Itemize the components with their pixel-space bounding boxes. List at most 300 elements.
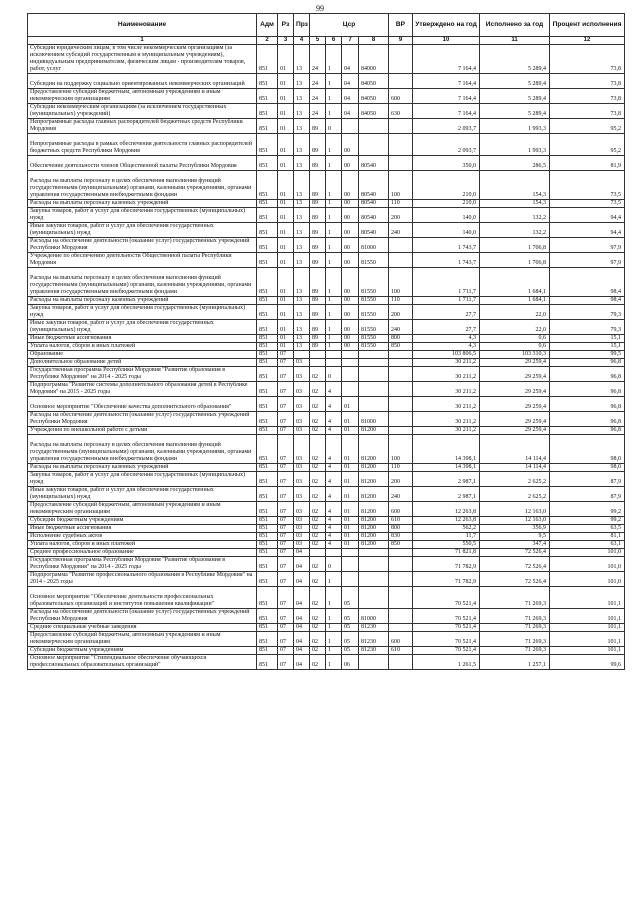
table-row — [28, 397, 625, 412]
row-adm: 851 — [257, 397, 278, 412]
row-rz: 01 — [278, 253, 294, 268]
row-adm: 851 — [257, 525, 278, 533]
table-row — [28, 305, 625, 320]
row-percent: 15,1 — [550, 335, 625, 343]
row-vr: 200 — [389, 208, 413, 223]
row-approved: 550,5 — [413, 541, 480, 549]
row-csr-subprogram: 4 — [326, 382, 342, 397]
row-approved: 71 782,9 — [413, 557, 480, 572]
row-csr-program: 02 — [310, 464, 326, 472]
row-vr — [389, 351, 413, 359]
row-adm: 851 — [257, 502, 278, 517]
row-approved: 14 398,1 — [413, 435, 480, 464]
row-approved: 71 821,8 — [413, 549, 480, 557]
row-name: Закупка товаров, работ и услуг для обеспечения государственных (муниципальных) нужд — [28, 472, 257, 487]
table-row — [28, 171, 625, 200]
row-percent: 79,3 — [550, 305, 625, 320]
table-row — [28, 464, 625, 472]
row-prz: 13 — [294, 89, 310, 104]
row-csr-program: 24 — [310, 104, 326, 119]
row-csr-program: 89 — [310, 335, 326, 343]
row-csr-subprogram: 4 — [326, 397, 342, 412]
row-vr: 600 — [389, 632, 413, 647]
row-csr-program: 02 — [310, 609, 326, 624]
row-approved: 30 211,2 — [413, 427, 480, 435]
row-csr-direction: 81200 — [359, 464, 389, 472]
row-percent: 96,8 — [550, 367, 625, 382]
row-csr-event: 00 — [342, 253, 359, 268]
row-vr: 850 — [389, 541, 413, 549]
row-name: Средние специальные учебные заведения — [28, 624, 257, 632]
table-row — [28, 253, 625, 268]
row-csr-subprogram: 0 — [326, 119, 342, 134]
column-number: 11 — [480, 37, 550, 45]
row-adm: 851 — [257, 171, 278, 200]
row-executed: 1 706,8 — [480, 253, 550, 268]
row-vr — [389, 655, 413, 670]
row-csr-program — [310, 351, 326, 359]
row-rz: 07 — [278, 624, 294, 632]
row-rz: 07 — [278, 397, 294, 412]
row-csr-event: 01 — [342, 541, 359, 549]
row-prz: 03 — [294, 359, 310, 367]
row-percent: 97,9 — [550, 238, 625, 253]
row-name: Закупка товаров, работ и услуг для обеспечения государственных (муниципальных) нужд — [28, 305, 257, 320]
row-name: Непрограммные расходы главных распорядителей бюджетных средств Республики Мордовия — [28, 119, 257, 134]
row-csr-subprogram: 1 — [326, 268, 342, 297]
row-prz: 03 — [294, 435, 310, 464]
row-csr-direction: 80540 — [359, 200, 389, 208]
row-vr — [389, 572, 413, 587]
row-vr — [389, 412, 413, 427]
row-csr-program: 02 — [310, 632, 326, 647]
row-prz: 13 — [294, 305, 310, 320]
row-adm: 851 — [257, 609, 278, 624]
row-prz: 13 — [294, 223, 310, 238]
row-percent: 63,1 — [550, 541, 625, 549]
row-name: Иные бюджетные ассигнования — [28, 335, 257, 343]
row-approved: 350,0 — [413, 156, 480, 171]
table-row — [28, 119, 625, 134]
row-csr-program: 89 — [310, 134, 326, 156]
row-csr-subprogram: 4 — [326, 464, 342, 472]
row-csr-subprogram: 1 — [326, 89, 342, 104]
row-prz: 13 — [294, 45, 310, 74]
row-percent: 96,8 — [550, 427, 625, 435]
row-csr-event — [342, 382, 359, 397]
header-percent: Процент исполнения — [550, 14, 625, 37]
row-approved: 2 093,7 — [413, 119, 480, 134]
table-row — [28, 647, 625, 655]
row-csr-subprogram: 1 — [326, 587, 342, 609]
row-adm: 851 — [257, 549, 278, 557]
row-csr-program: 02 — [310, 587, 326, 609]
row-executed: 72 526,4 — [480, 549, 550, 557]
row-executed: 71 269,3 — [480, 609, 550, 624]
row-prz: 13 — [294, 208, 310, 223]
row-percent: 94,4 — [550, 208, 625, 223]
row-csr-event — [342, 549, 359, 557]
row-csr-program: 89 — [310, 253, 326, 268]
header-name: Наименование — [28, 14, 257, 37]
row-name: Расходы на обеспечение деятельности (оказание услуг) государственных учреждений Республики Мордовия — [28, 609, 257, 624]
row-csr-direction: 84050 — [359, 74, 389, 89]
row-prz: 13 — [294, 74, 310, 89]
row-adm: 851 — [257, 427, 278, 435]
row-name: Основное мероприятие "Стипендиальное обеспечение обучающихся профессиональных образовательных организаций" — [28, 655, 257, 670]
row-rz: 01 — [278, 119, 294, 134]
row-percent: 15,1 — [550, 343, 625, 351]
row-csr-direction: 81200 — [359, 525, 389, 533]
row-csr-event: 01 — [342, 487, 359, 502]
row-csr-event: 01 — [342, 533, 359, 541]
row-percent: 101,1 — [550, 609, 625, 624]
row-name: Среднее профессиональное образование — [28, 549, 257, 557]
row-csr-program: 02 — [310, 541, 326, 549]
row-adm: 851 — [257, 45, 278, 74]
row-percent: 81,9 — [550, 156, 625, 171]
row-csr-event: 00 — [342, 343, 359, 351]
table-row — [28, 359, 625, 367]
row-approved: 210,0 — [413, 200, 480, 208]
row-name: Иные закупки товаров, работ и услуг для обеспечения государственных (муниципальных) нужд — [28, 320, 257, 335]
row-csr-program: 89 — [310, 171, 326, 200]
row-csr-subprogram: 1 — [326, 305, 342, 320]
row-csr-program: 89 — [310, 343, 326, 351]
row-rz: 07 — [278, 412, 294, 427]
row-csr-subprogram: 1 — [326, 171, 342, 200]
row-approved: 2 987,1 — [413, 487, 480, 502]
row-percent: 63,5 — [550, 525, 625, 533]
row-adm: 851 — [257, 253, 278, 268]
row-csr-event: 00 — [342, 268, 359, 297]
row-csr-program: 02 — [310, 557, 326, 572]
row-prz: 04 — [294, 632, 310, 647]
row-csr-direction — [359, 134, 389, 156]
row-percent: 98,0 — [550, 435, 625, 464]
row-csr-event: 01 — [342, 472, 359, 487]
row-executed: 286,5 — [480, 156, 550, 171]
row-csr-program: 02 — [310, 412, 326, 427]
row-vr: 600 — [389, 502, 413, 517]
row-approved: 1 261,5 — [413, 655, 480, 670]
row-percent: 98,4 — [550, 297, 625, 305]
row-prz: 04 — [294, 557, 310, 572]
row-approved: 12 263,8 — [413, 517, 480, 525]
row-rz: 01 — [278, 343, 294, 351]
row-csr-program: 02 — [310, 572, 326, 587]
row-name: Предоставление субсидий бюджетным, автономным учреждениям и иным некоммерческим организациям — [28, 89, 257, 104]
row-csr-program: 89 — [310, 200, 326, 208]
row-rz: 07 — [278, 587, 294, 609]
row-executed: 2 625,2 — [480, 472, 550, 487]
row-percent: 101,0 — [550, 557, 625, 572]
row-executed: 72 526,4 — [480, 572, 550, 587]
row-name: Уплата налогов, сборов и иных платежей — [28, 541, 257, 549]
row-csr-direction — [359, 557, 389, 572]
row-adm: 851 — [257, 435, 278, 464]
row-vr: 110 — [389, 200, 413, 208]
row-adm: 851 — [257, 655, 278, 670]
row-prz: 03 — [294, 397, 310, 412]
row-csr-direction — [359, 397, 389, 412]
row-csr-direction — [359, 351, 389, 359]
header-rz: Рз — [278, 14, 294, 37]
table-row — [28, 297, 625, 305]
row-adm: 851 — [257, 359, 278, 367]
row-percent: 95,2 — [550, 119, 625, 134]
row-csr-direction — [359, 587, 389, 609]
table-row — [28, 517, 625, 525]
table-row — [28, 412, 625, 427]
row-percent: 73,8 — [550, 45, 625, 74]
table-row — [28, 320, 625, 335]
row-executed: 14 114,4 — [480, 464, 550, 472]
row-vr — [389, 45, 413, 74]
row-approved: 210,0 — [413, 171, 480, 200]
row-vr: 240 — [389, 223, 413, 238]
row-rz: 07 — [278, 502, 294, 517]
row-percent: 96,8 — [550, 412, 625, 427]
row-csr-subprogram: 4 — [326, 541, 342, 549]
column-number: 12 — [550, 37, 625, 45]
row-percent: 73,8 — [550, 89, 625, 104]
column-number: 3 — [278, 37, 294, 45]
row-csr-program: 24 — [310, 89, 326, 104]
row-rz: 07 — [278, 351, 294, 359]
table-row — [28, 533, 625, 541]
row-csr-subprogram: 1 — [326, 208, 342, 223]
row-vr — [389, 253, 413, 268]
row-name: Иные закупки товаров, работ и услуг для обеспечения государственных (муниципальных) нужд — [28, 223, 257, 238]
row-csr-direction: 80540 — [359, 223, 389, 238]
row-csr-direction: 81550 — [359, 343, 389, 351]
row-approved: 2 093,7 — [413, 134, 480, 156]
row-csr-subprogram: 1 — [326, 297, 342, 305]
row-vr — [389, 359, 413, 367]
row-csr-event: 05 — [342, 587, 359, 609]
row-rz: 01 — [278, 305, 294, 320]
row-executed: 71 269,3 — [480, 624, 550, 632]
column-number: 8 — [359, 37, 389, 45]
table-row — [28, 572, 625, 587]
row-csr-program: 02 — [310, 435, 326, 464]
row-csr-program: 02 — [310, 502, 326, 517]
row-approved: 7 164,4 — [413, 104, 480, 119]
row-percent: 79,3 — [550, 320, 625, 335]
row-executed: 29 259,4 — [480, 359, 550, 367]
row-prz: 03 — [294, 533, 310, 541]
row-csr-event: 00 — [342, 156, 359, 171]
row-csr-direction: 80540 — [359, 208, 389, 223]
row-percent: 73,5 — [550, 200, 625, 208]
row-rz: 01 — [278, 156, 294, 171]
row-adm: 851 — [257, 587, 278, 609]
row-executed: 9,5 — [480, 533, 550, 541]
row-csr-event: 05 — [342, 609, 359, 624]
row-csr-event: 01 — [342, 502, 359, 517]
table-header-row — [28, 14, 625, 37]
row-name: Расходы на выплаты персоналу в целях обеспечения выполнения функций государственными (муниципальными) органами, казенными учреждениями, органами управления государственными внебюджетными фондами — [28, 171, 257, 200]
row-csr-subprogram: 1 — [326, 134, 342, 156]
row-csr-direction: 81000 — [359, 412, 389, 427]
row-vr — [389, 397, 413, 412]
row-vr: 240 — [389, 320, 413, 335]
row-csr-event: 04 — [342, 74, 359, 89]
row-csr-program: 02 — [310, 647, 326, 655]
row-adm: 851 — [257, 464, 278, 472]
row-csr-direction: 81200 — [359, 487, 389, 502]
row-vr — [389, 156, 413, 171]
row-prz: 13 — [294, 253, 310, 268]
row-name: Подпрограмма "Развитие профессионального образования в Республике Мордовия" на 2014 - 2025 годы — [28, 572, 257, 587]
row-adm: 851 — [257, 305, 278, 320]
row-name: Иные закупки товаров, работ и услуг для обеспечения государственных (муниципальных) нужд — [28, 487, 257, 502]
row-vr — [389, 238, 413, 253]
row-csr-subprogram: 1 — [326, 572, 342, 587]
row-csr-event — [342, 359, 359, 367]
row-name: Образование — [28, 351, 257, 359]
row-rz: 01 — [278, 268, 294, 297]
row-adm: 851 — [257, 320, 278, 335]
row-executed: 1 257,1 — [480, 655, 550, 670]
row-csr-event: 06 — [342, 655, 359, 670]
column-number: 9 — [389, 37, 413, 45]
row-csr-program: 02 — [310, 525, 326, 533]
row-name: Расходы на выплаты персоналу казенных учреждений — [28, 297, 257, 305]
header-vr: ВР — [389, 14, 413, 37]
table-row — [28, 487, 625, 502]
table-row — [28, 223, 625, 238]
row-name: Иные бюджетные ассигнования — [28, 525, 257, 533]
table-row — [28, 208, 625, 223]
row-csr-subprogram: 4 — [326, 533, 342, 541]
row-executed: 12 163,0 — [480, 517, 550, 525]
row-csr-event: 04 — [342, 45, 359, 74]
table-row — [28, 435, 625, 464]
row-executed: 29 259,4 — [480, 412, 550, 427]
row-approved: 4,3 — [413, 343, 480, 351]
row-adm: 851 — [257, 487, 278, 502]
row-prz: 03 — [294, 541, 310, 549]
row-rz: 01 — [278, 320, 294, 335]
row-csr-direction: 81200 — [359, 541, 389, 549]
row-executed: 0,6 — [480, 343, 550, 351]
row-executed: 356,9 — [480, 525, 550, 533]
column-number: 7 — [342, 37, 359, 45]
column-number: 1 — [28, 37, 257, 45]
budget-table — [27, 13, 625, 670]
row-vr: 830 — [389, 533, 413, 541]
row-rz: 07 — [278, 517, 294, 525]
row-prz: 04 — [294, 572, 310, 587]
row-adm: 851 — [257, 624, 278, 632]
row-percent: 99,6 — [550, 655, 625, 670]
row-csr-direction: 81200 — [359, 517, 389, 525]
row-adm: 851 — [257, 351, 278, 359]
row-prz: 03 — [294, 487, 310, 502]
row-rz: 01 — [278, 45, 294, 74]
row-adm: 851 — [257, 533, 278, 541]
row-prz: 04 — [294, 647, 310, 655]
row-prz: 13 — [294, 134, 310, 156]
row-adm: 851 — [257, 200, 278, 208]
row-approved: 7 164,4 — [413, 89, 480, 104]
table-row — [28, 343, 625, 351]
row-csr-subprogram: 0 — [326, 557, 342, 572]
row-csr-program: 02 — [310, 472, 326, 487]
row-prz: 03 — [294, 472, 310, 487]
row-name: Субсидии на поддержку социально ориентированных некоммерческих организаций — [28, 74, 257, 89]
row-approved: 30 211,2 — [413, 397, 480, 412]
row-approved: 1 743,7 — [413, 238, 480, 253]
row-approved: 30 211,2 — [413, 412, 480, 427]
row-adm: 851 — [257, 223, 278, 238]
table-row — [28, 382, 625, 397]
row-percent: 96,8 — [550, 359, 625, 367]
row-executed: 132,2 — [480, 208, 550, 223]
row-csr-direction: 84050 — [359, 89, 389, 104]
row-prz: 04 — [294, 549, 310, 557]
row-adm: 851 — [257, 104, 278, 119]
row-csr-program: 89 — [310, 297, 326, 305]
row-percent: 96,8 — [550, 382, 625, 397]
row-prz: 03 — [294, 502, 310, 517]
row-rz: 07 — [278, 525, 294, 533]
row-csr-direction: 81230 — [359, 647, 389, 655]
row-approved: 4,3 — [413, 335, 480, 343]
row-executed: 1 706,8 — [480, 238, 550, 253]
row-rz: 01 — [278, 223, 294, 238]
row-vr: 200 — [389, 472, 413, 487]
row-adm: 851 — [257, 343, 278, 351]
row-adm: 851 — [257, 74, 278, 89]
row-executed: 1 993,3 — [480, 119, 550, 134]
row-name: Подпрограмма "Развитие системы дополнительного образования детей в Республике Мордовия" на 2015 - 2025 годы — [28, 382, 257, 397]
row-vr — [389, 367, 413, 382]
row-rz: 01 — [278, 335, 294, 343]
row-vr — [389, 587, 413, 609]
row-csr-direction: 81550 — [359, 253, 389, 268]
row-executed: 72 526,4 — [480, 557, 550, 572]
row-csr-direction: 81200 — [359, 533, 389, 541]
table-row — [28, 351, 625, 359]
row-csr-subprogram: 4 — [326, 502, 342, 517]
row-percent: 101,1 — [550, 647, 625, 655]
row-csr-subprogram: 1 — [326, 253, 342, 268]
row-vr: 800 — [389, 525, 413, 533]
row-csr-direction — [359, 359, 389, 367]
row-rz: 07 — [278, 472, 294, 487]
row-prz: 13 — [294, 119, 310, 134]
row-csr-event: 00 — [342, 305, 359, 320]
row-adm: 851 — [257, 412, 278, 427]
table-row — [28, 525, 625, 533]
row-percent: 73,8 — [550, 104, 625, 119]
row-csr-direction — [359, 549, 389, 557]
table-row — [28, 268, 625, 297]
row-csr-program: 89 — [310, 320, 326, 335]
row-adm: 851 — [257, 134, 278, 156]
row-approved: 140,0 — [413, 208, 480, 223]
row-csr-direction — [359, 367, 389, 382]
row-prz: 03 — [294, 427, 310, 435]
row-name: Государственная программа Республики Мордовия "Развитие образования в Республике Мордовия" на 2014 - 2025 годы — [28, 557, 257, 572]
row-executed: 29 259,4 — [480, 427, 550, 435]
row-prz: 03 — [294, 412, 310, 427]
column-number: 4 — [294, 37, 310, 45]
row-percent: 101,1 — [550, 587, 625, 609]
